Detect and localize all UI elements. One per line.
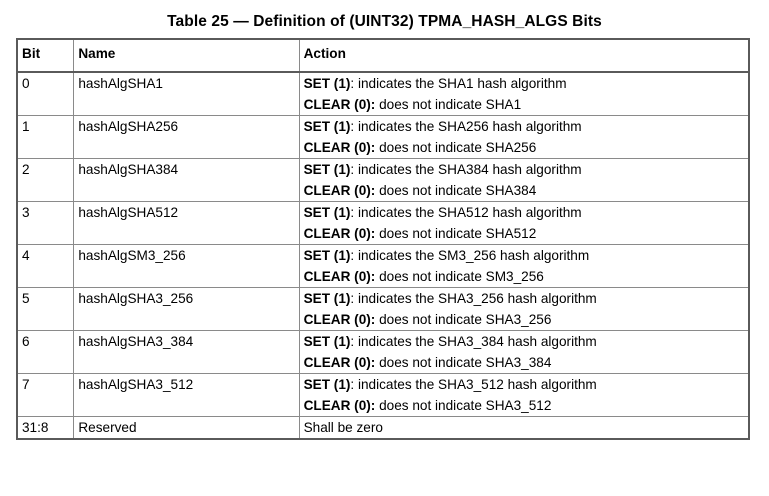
set-line	[304, 159, 744, 180]
table-row	[17, 374, 749, 417]
clear-keyword: CLEAR (0):	[303, 226, 376, 241]
name-cell: hashAlgSHA3_256	[74, 288, 299, 331]
set-line	[304, 374, 744, 395]
set-keyword: SET (1)	[303, 205, 351, 220]
bit-cell: 3	[17, 202, 74, 245]
set-description: : indicates the SHA1 hash algorithm	[350, 76, 567, 91]
action-cell	[299, 72, 749, 116]
bit-cell: 5	[17, 288, 74, 331]
bit-cell: 0	[17, 72, 74, 116]
clear-keyword: CLEAR (0):	[303, 398, 376, 413]
action-cell	[299, 245, 749, 288]
set-description: : indicates the SHA256 hash algorithm	[350, 119, 582, 134]
action-cell	[299, 288, 749, 331]
set-keyword: SET (1)	[303, 119, 351, 134]
set-keyword: SET (1)	[303, 248, 351, 263]
name-cell: hashAlgSHA512	[74, 202, 299, 245]
set-keyword: SET (1)	[303, 334, 351, 349]
bit-cell: 2	[17, 159, 74, 202]
bit-cell: 1	[17, 116, 74, 159]
set-description: : indicates the SHA3_512 hash algorithm	[350, 377, 597, 392]
clear-line	[304, 94, 744, 115]
table-row	[17, 245, 749, 288]
name-cell: hashAlgSHA256	[74, 116, 299, 159]
set-description: : indicates the SHA3_384 hash algorithm	[350, 334, 597, 349]
set-description: : indicates the SHA3_256 hash algorithm	[350, 291, 597, 306]
set-description: : indicates the SHA512 hash algorithm	[350, 205, 582, 220]
clear-description: does not indicate SHA256	[375, 140, 537, 155]
clear-line	[304, 309, 744, 330]
bit-cell: 31:8	[17, 417, 74, 440]
clear-description: does not indicate SHA1	[375, 97, 522, 112]
set-keyword: SET (1)	[303, 377, 351, 392]
clear-keyword: CLEAR (0):	[303, 312, 376, 327]
name-cell: hashAlgSHA1	[74, 72, 299, 116]
name-cell: hashAlgSHA3_512	[74, 374, 299, 417]
action-cell	[299, 374, 749, 417]
table-body	[17, 72, 749, 439]
clear-keyword: CLEAR (0):	[303, 183, 376, 198]
set-keyword: SET (1)	[303, 162, 351, 177]
clear-description: does not indicate SHA384	[375, 183, 537, 198]
table-row	[17, 116, 749, 159]
clear-keyword: CLEAR (0):	[303, 97, 376, 112]
table-row	[17, 288, 749, 331]
table-row	[17, 202, 749, 245]
set-description: : indicates the SHA384 hash algorithm	[350, 162, 582, 177]
table-header	[17, 39, 749, 72]
set-line	[304, 202, 744, 223]
action-cell	[299, 159, 749, 202]
clear-keyword: CLEAR (0):	[303, 355, 376, 370]
bit-cell: 7	[17, 374, 74, 417]
clear-description: does not indicate SHA512	[375, 226, 537, 241]
hash-algs-bits-table	[16, 38, 750, 440]
name-cell: hashAlgSM3_256	[74, 245, 299, 288]
clear-description: does not indicate SHA3_384	[375, 355, 552, 370]
column-header-name: Name	[74, 39, 299, 72]
clear-line	[304, 180, 744, 201]
name-cell: Reserved	[74, 417, 299, 440]
clear-description: does not indicate SHA3_512	[375, 398, 552, 413]
table-row	[17, 331, 749, 374]
clear-line	[304, 223, 744, 244]
table-caption: Table 25 — Definition of (UINT32) TPMA_HASH_ALGS Bits	[167, 13, 602, 30]
bit-cell: 4	[17, 245, 74, 288]
table-row	[17, 159, 749, 202]
set-line	[304, 116, 744, 137]
action-cell	[299, 331, 749, 374]
table-row	[17, 72, 749, 116]
set-keyword: SET (1)	[303, 291, 351, 306]
clear-line	[304, 352, 744, 373]
column-header-bit: Bit	[17, 39, 74, 72]
action-cell: Shall be zero	[299, 417, 749, 440]
bit-cell: 6	[17, 331, 74, 374]
clear-description: does not indicate SM3_256	[375, 269, 544, 284]
clear-description: does not indicate SHA3_256	[375, 312, 552, 327]
clear-line	[304, 137, 744, 158]
clear-keyword: CLEAR (0):	[303, 269, 376, 284]
clear-keyword: CLEAR (0):	[303, 140, 376, 155]
set-line	[304, 245, 744, 266]
set-keyword: SET (1)	[303, 76, 351, 91]
set-line	[304, 73, 744, 94]
clear-line	[304, 395, 744, 416]
column-header-action: Action	[299, 39, 749, 72]
set-line	[304, 331, 744, 352]
name-cell: hashAlgSHA384	[74, 159, 299, 202]
reserved-row	[17, 417, 749, 440]
name-cell: hashAlgSHA3_384	[74, 331, 299, 374]
set-line	[304, 288, 744, 309]
action-cell	[299, 116, 749, 159]
action-cell	[299, 202, 749, 245]
header-row	[17, 39, 749, 72]
clear-line	[304, 266, 744, 287]
set-description: : indicates the SM3_256 hash algorithm	[350, 248, 590, 263]
